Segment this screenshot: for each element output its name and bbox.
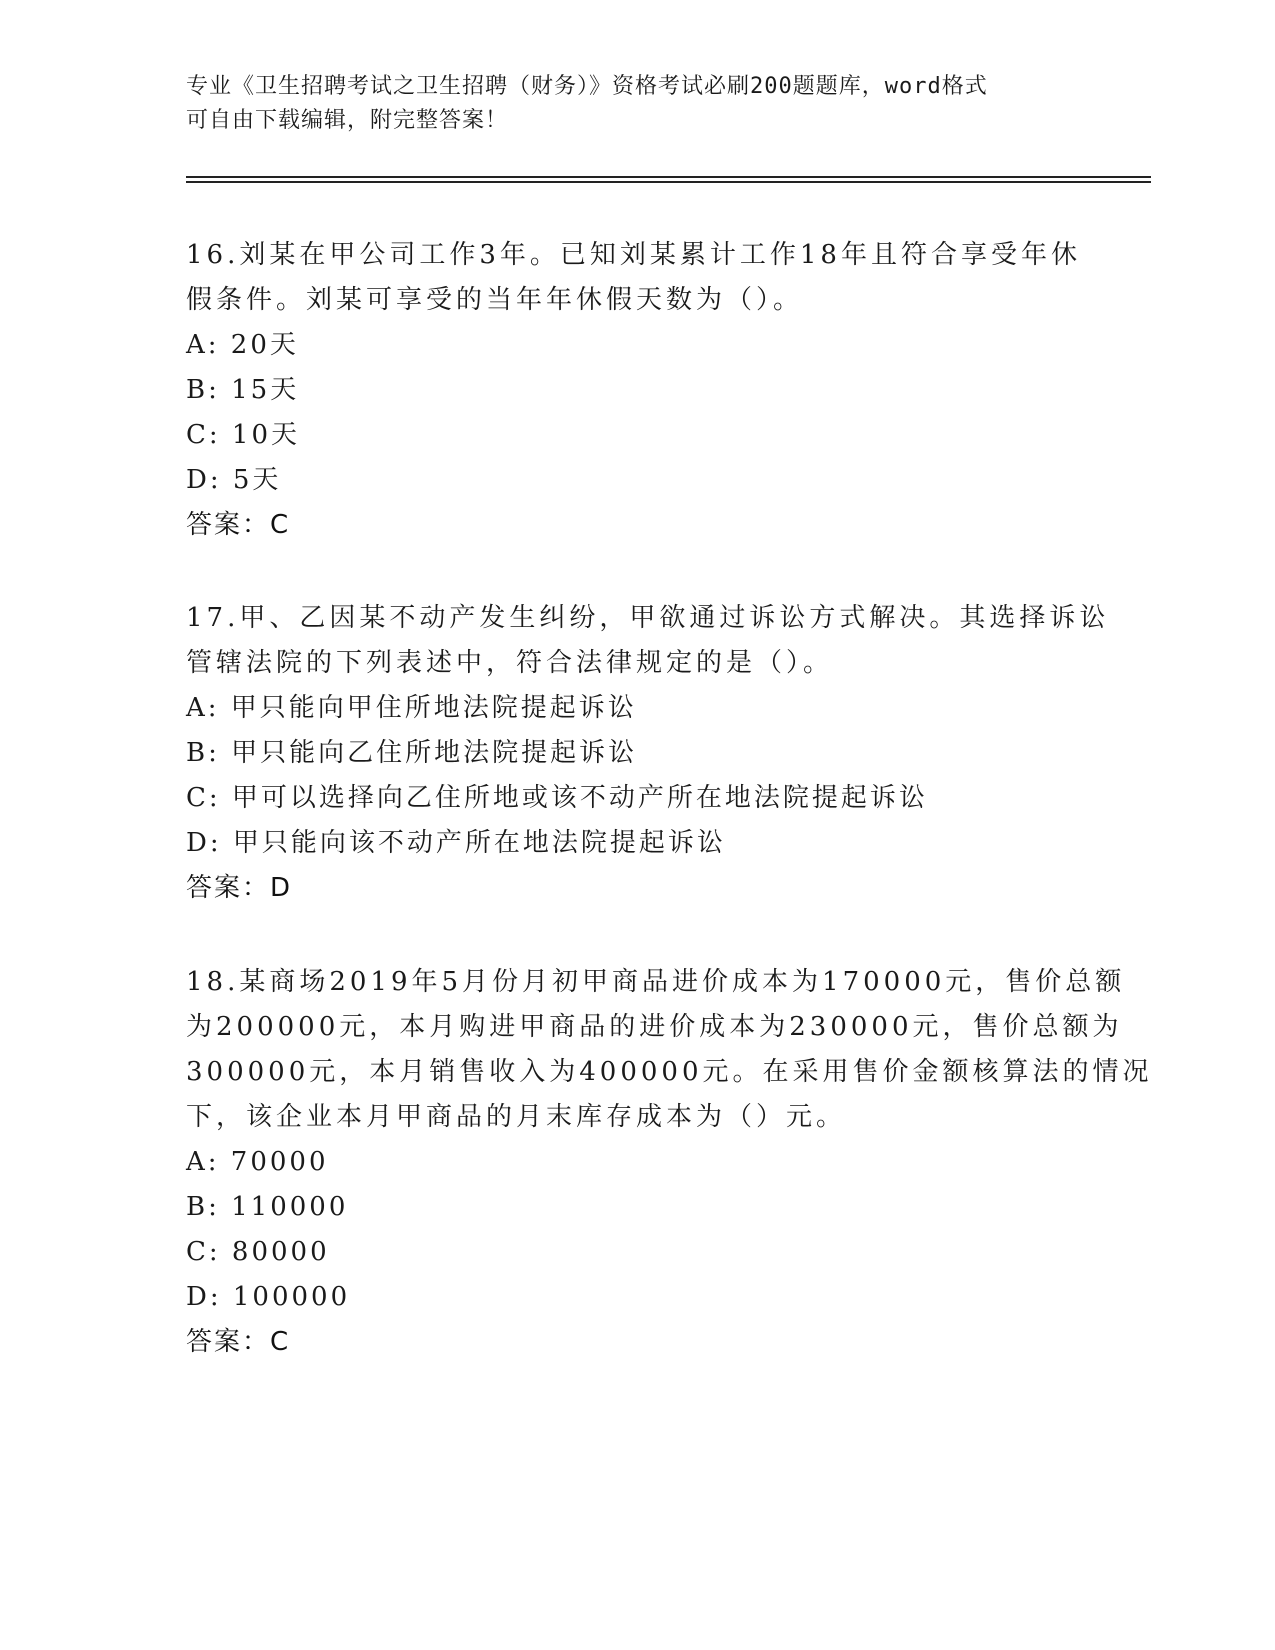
- question-stem-line: 为200000元，本月购进甲商品的进价成本为230000元，售价总额为: [186, 1012, 1123, 1042]
- header-line-1: 专业《卫生招聘考试之卫生招聘（财务）》资格考试必刷200题题库，word格式: [186, 74, 988, 99]
- question-stem-line: 16.刘某在甲公司工作3年。已知刘某累计工作18年且符合享受年休: [186, 240, 1081, 270]
- option-b: B: 甲只能向乙住所地法院提起诉讼: [186, 738, 638, 768]
- option-c: C: 甲可以选择向乙住所地或该不动产所在地法院提起诉讼: [186, 783, 928, 813]
- option-b: B: 110000: [186, 1192, 349, 1222]
- option-c: C: 80000: [186, 1237, 330, 1267]
- answer-line: 答案：C: [186, 510, 291, 540]
- document-header: [186, 70, 1066, 138]
- option-a: A: 甲只能向甲住所地法院提起诉讼: [186, 693, 637, 723]
- option-c: C: 10天: [186, 420, 301, 450]
- option-d: D: 甲只能向该不动产所在地法院提起诉讼: [186, 828, 726, 858]
- question-stem-line: 300000元，本月销售收入为400000元。在采用售价金额核算法的情况: [186, 1057, 1153, 1087]
- question-17: [186, 596, 1110, 911]
- question-stem-line: 管辖法院的下列表述中，符合法律规定的是（）。: [186, 648, 834, 678]
- question-stem-line: 下，该企业本月甲商品的月末库存成本为（）元。: [186, 1102, 847, 1132]
- header-divider-top: [186, 176, 1151, 178]
- answer-line: 答案：C: [186, 1327, 291, 1357]
- question-stem-line: 18.某商场2019年5月份月初甲商品进价成本为170000元，售价总额: [186, 967, 1126, 997]
- question-stem-line: 假条件。刘某可享受的当年年休假天数为（）。: [186, 285, 804, 315]
- option-b: B: 15天: [186, 375, 300, 405]
- option-a: A: 20天: [186, 330, 299, 360]
- question-18: [186, 960, 1153, 1365]
- question-16: [186, 233, 1086, 548]
- option-d: D: 5天: [186, 465, 282, 495]
- option-a: A: 70000: [186, 1147, 329, 1177]
- header-divider-bottom: [186, 181, 1151, 183]
- question-stem-line: 17.甲、乙因某不动产发生纠纷，甲欲通过诉讼方式解决。其选择诉讼: [186, 603, 1110, 633]
- option-d: D: 100000: [186, 1282, 351, 1312]
- header-line-2: 可自由下载编辑，附完整答案！: [186, 108, 509, 133]
- answer-line: 答案：D: [186, 873, 293, 903]
